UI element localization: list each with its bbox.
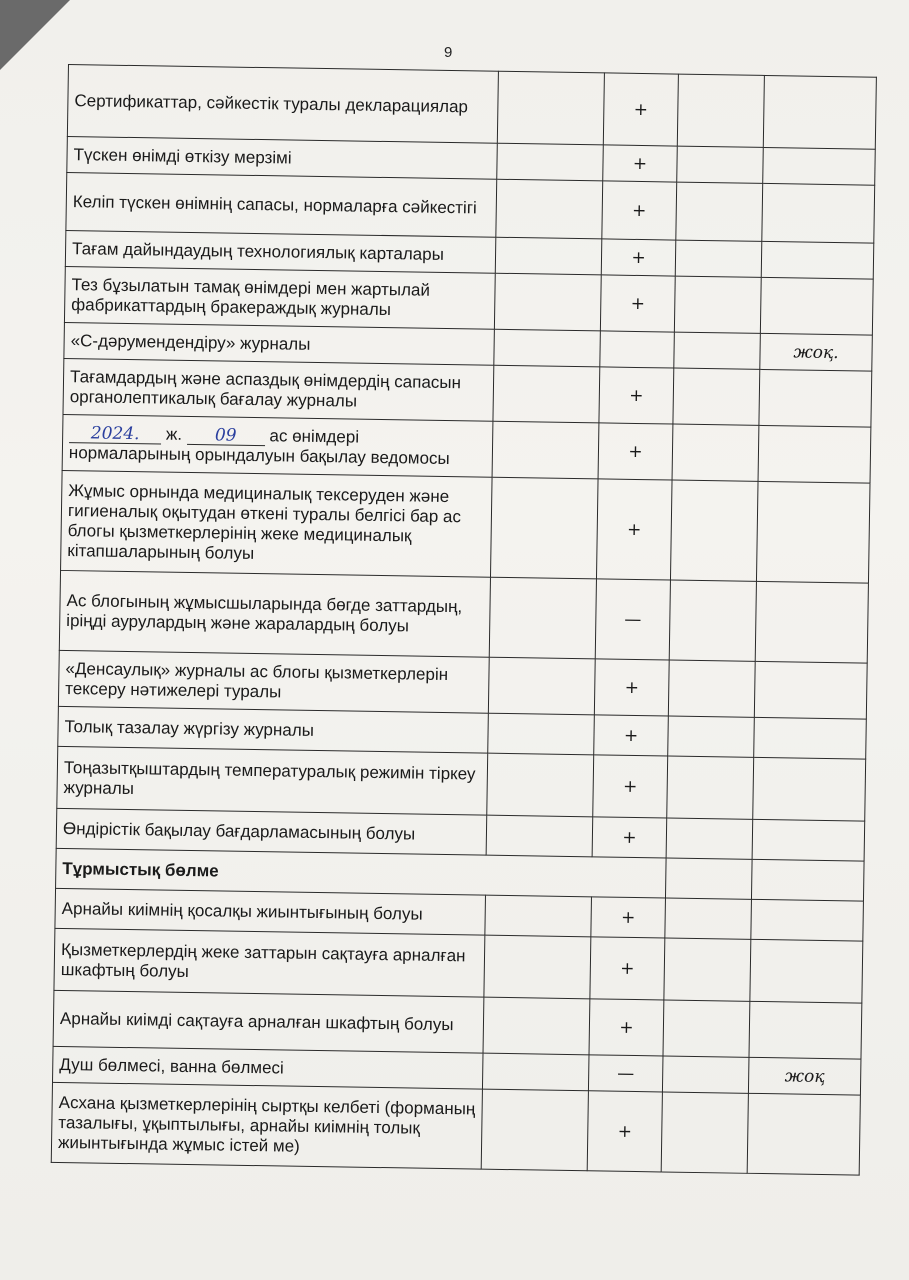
check-mark: + bbox=[596, 479, 672, 580]
check-mark: + bbox=[603, 145, 678, 182]
vedomost-label bbox=[62, 414, 493, 477]
check-mark bbox=[600, 331, 675, 368]
dash-mark: — bbox=[595, 579, 670, 660]
table-row bbox=[67, 65, 876, 150]
row-label: Өндірістік бақылау бағдарламасының болуы bbox=[56, 808, 487, 855]
dash-mark: — bbox=[588, 1055, 663, 1092]
row-note bbox=[760, 277, 873, 335]
row-label: Тағам дайындаудың технологиялық карталары bbox=[65, 230, 496, 273]
vedomost-text1: ас өнімдері bbox=[269, 425, 360, 447]
row-note bbox=[763, 75, 876, 149]
row-note bbox=[755, 581, 868, 663]
check-mark: + bbox=[587, 1091, 662, 1172]
row-note bbox=[749, 1001, 862, 1059]
year-suffix: ж. bbox=[165, 424, 183, 444]
row-note bbox=[751, 899, 864, 941]
row-note bbox=[750, 939, 863, 1003]
row-note: жоқ bbox=[748, 1057, 861, 1095]
check-mark: + bbox=[589, 999, 664, 1056]
check-mark: + bbox=[601, 239, 676, 276]
row-label: «С-дәрумендендіру» журналы bbox=[64, 322, 495, 365]
row-label: «Денсаулық» журналы ас блогы қызметкерлерін тексеру нәтижелері туралы bbox=[58, 650, 489, 713]
row-note bbox=[753, 757, 866, 821]
row-label: Арнайы киімнің қосалқы жиынтығының болуы bbox=[55, 888, 486, 935]
check-mark: + bbox=[600, 275, 675, 332]
check-mark: + bbox=[598, 423, 673, 480]
table-row bbox=[51, 1082, 860, 1175]
page-number: 9 bbox=[444, 44, 453, 61]
row-label: Тоңазытқыштардың температуралық режимін тіркеу журналы bbox=[57, 746, 488, 815]
row-note bbox=[754, 717, 867, 759]
row-label: Арнайы киімді сақтауға арналған шкафтың болуы bbox=[53, 990, 484, 1053]
check-mark: + bbox=[599, 367, 674, 424]
table-row bbox=[59, 570, 868, 663]
section-title: Тұрмыстық бөлме bbox=[56, 848, 667, 898]
row-note bbox=[756, 481, 870, 583]
year-field: 2024. bbox=[69, 424, 161, 444]
row-label: Асхана қызметкерлерінің сыртқы келбеті (форманың тазалығы, ұқыптылығы, арнайы киімнің толық жиынтығында жұмыс істей ме) bbox=[51, 1082, 482, 1169]
check-mark: + bbox=[591, 897, 666, 938]
row-note bbox=[759, 369, 872, 427]
check-mark: + bbox=[593, 755, 668, 818]
check-mark: + bbox=[592, 817, 667, 858]
row-label: Толық тазалау жүргізу журналы bbox=[58, 706, 489, 753]
row-note bbox=[758, 425, 871, 483]
row-note: жоқ. bbox=[760, 333, 873, 371]
row-label: Тез бұзылатын тамақ өнімдері мен жартылай фабрикаттардың бракераждық журналы bbox=[64, 266, 495, 329]
row-label: Келіп түскен өнімнің сапасы, нормаларға сәйкестігі bbox=[66, 172, 497, 237]
row-label: Қызметкерлердің жеке заттарын сақтауға арналған шкафтың болуы bbox=[54, 928, 485, 997]
folded-corner bbox=[0, 0, 70, 70]
row-note bbox=[747, 1093, 860, 1175]
month-field: 09 bbox=[187, 425, 265, 445]
row-note bbox=[763, 147, 876, 185]
vedomost-text2: нормаларының орындалуын бақылау ведомосы bbox=[68, 442, 450, 468]
row-label: Сертификаттар, сәйкестік туралы декларациялар bbox=[67, 65, 498, 144]
row-label: Душ бөлмесі, ванна бөлмесі bbox=[53, 1046, 484, 1089]
table-row bbox=[61, 470, 870, 583]
row-note bbox=[752, 819, 865, 861]
check-mark: + bbox=[602, 181, 677, 240]
check-mark: + bbox=[603, 73, 678, 146]
row-note bbox=[754, 661, 867, 719]
row-label: Жұмыс орнында медициналық тексеруден және гигиеналық оқытудан өткені туралы белгісі бар ас блогы қызметкерлерінің жеке медициналық кітапшаларының болуы bbox=[61, 470, 493, 577]
row-note bbox=[761, 241, 874, 279]
row-label: Түскен өнімді өткізу мерзімі bbox=[67, 136, 498, 179]
inspection-table bbox=[51, 64, 877, 1176]
row-note bbox=[762, 183, 875, 243]
check-mark: + bbox=[590, 937, 665, 1000]
check-mark: + bbox=[594, 715, 669, 756]
row-label: Ас блогының жұмысшыларында бөгде заттардың, іріңді аурулардың және жаралардың болуы bbox=[59, 570, 490, 657]
row-label: Тағамдардың және аспаздық өнімдердің сапасын органолептикалық бағалау журналы bbox=[63, 358, 494, 421]
check-mark: + bbox=[594, 659, 669, 716]
